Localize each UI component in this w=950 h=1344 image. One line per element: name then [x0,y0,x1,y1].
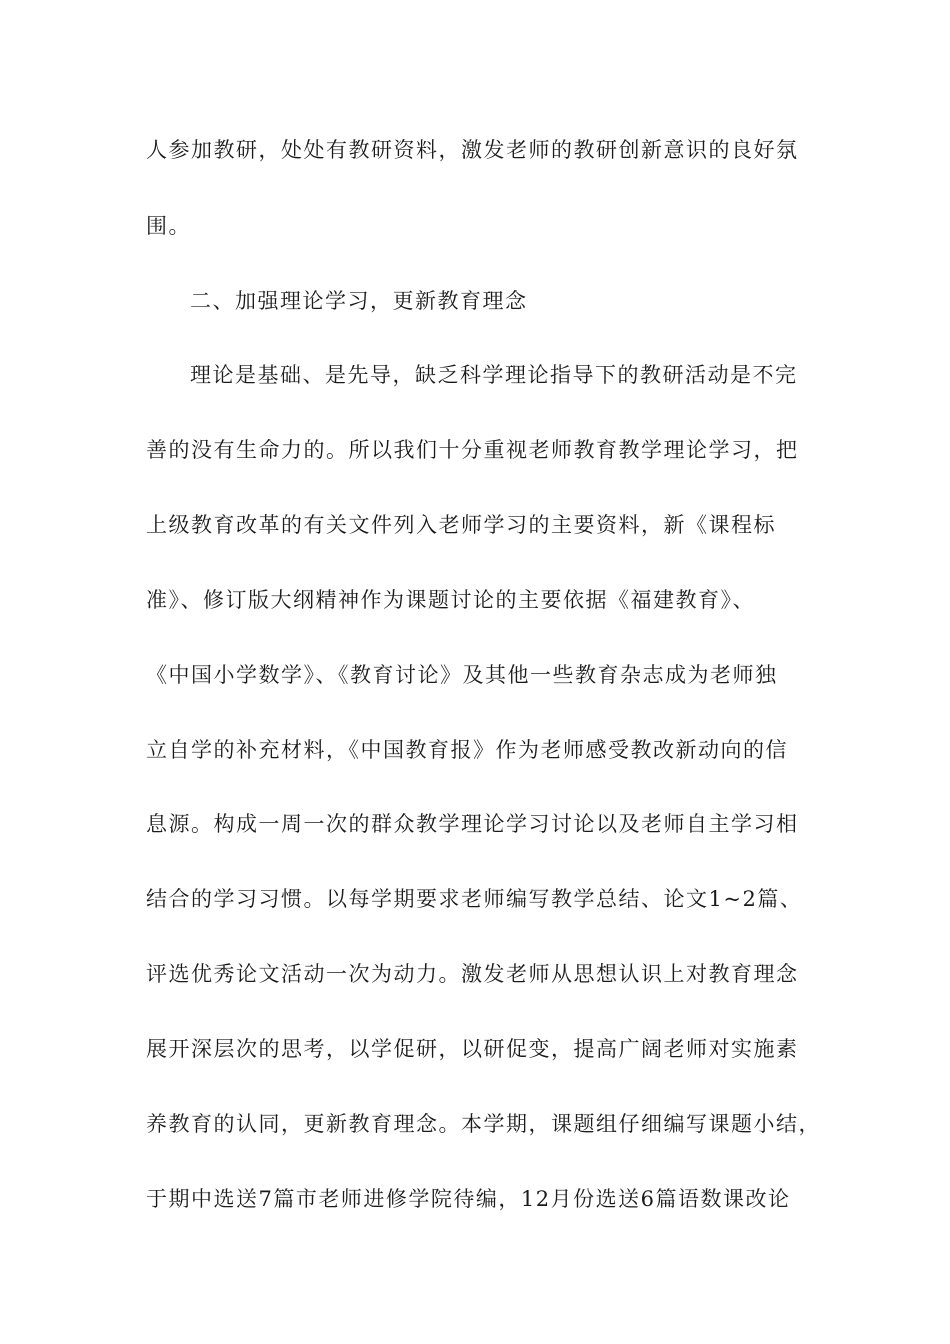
paragraph-line: 上级教育改革的有关文件列入老师学习的主要资料，新《课程标 [146,513,776,537]
paragraph-line: 息源。构成一周一次的群众教学理论学习讨论以及老师自主学习相 [146,812,799,836]
paragraph-line: 人参加教研，处处有教研资料，激发老师的教研创新意识的良好氛 [146,138,799,162]
paragraph-line: 立自学的补充材料，《中国教育报》作为老师感受教改新动向的信 [146,738,788,762]
paragraph-line: 结合的学习习惯。以每学期要求老师编写教学总结、论文1~2篇、 [146,887,803,911]
paragraph-line: 善的没有生命力的。所以我们十分重视老师教育教学理论学习，把 [146,438,799,462]
section-heading: 二、加强理论学习，更新教育理念 [190,289,528,313]
paragraph-line: 于期中选送7篇市老师进修学院待编，12月份选送6篇语数课改论 [146,1187,791,1211]
paragraph-line: 评选优秀论文活动一次为动力。激发老师从思想认识上对教育理念 [146,962,799,986]
paragraph-line: 展开深层次的思考，以学促研，以研促变，提高广阔老师对实施素 [146,1037,799,1061]
paragraph-line: 《中国小学数学》、《教育讨论》及其他一些教育杂志成为老师独 [146,663,778,687]
paragraph-line: 围。 [146,214,191,238]
paragraph-line: 准》、修订版大纲精神作为课题讨论的主要依据《福建教育》、 [146,588,755,612]
paragraph-line: 理论是基础、是先导，缺乏科学理论指导下的教研活动是不完 [190,363,798,387]
paragraph-line: 养教育的认同，更新教育理念。本学期，课题组仔细编写课题小结， [146,1112,821,1136]
